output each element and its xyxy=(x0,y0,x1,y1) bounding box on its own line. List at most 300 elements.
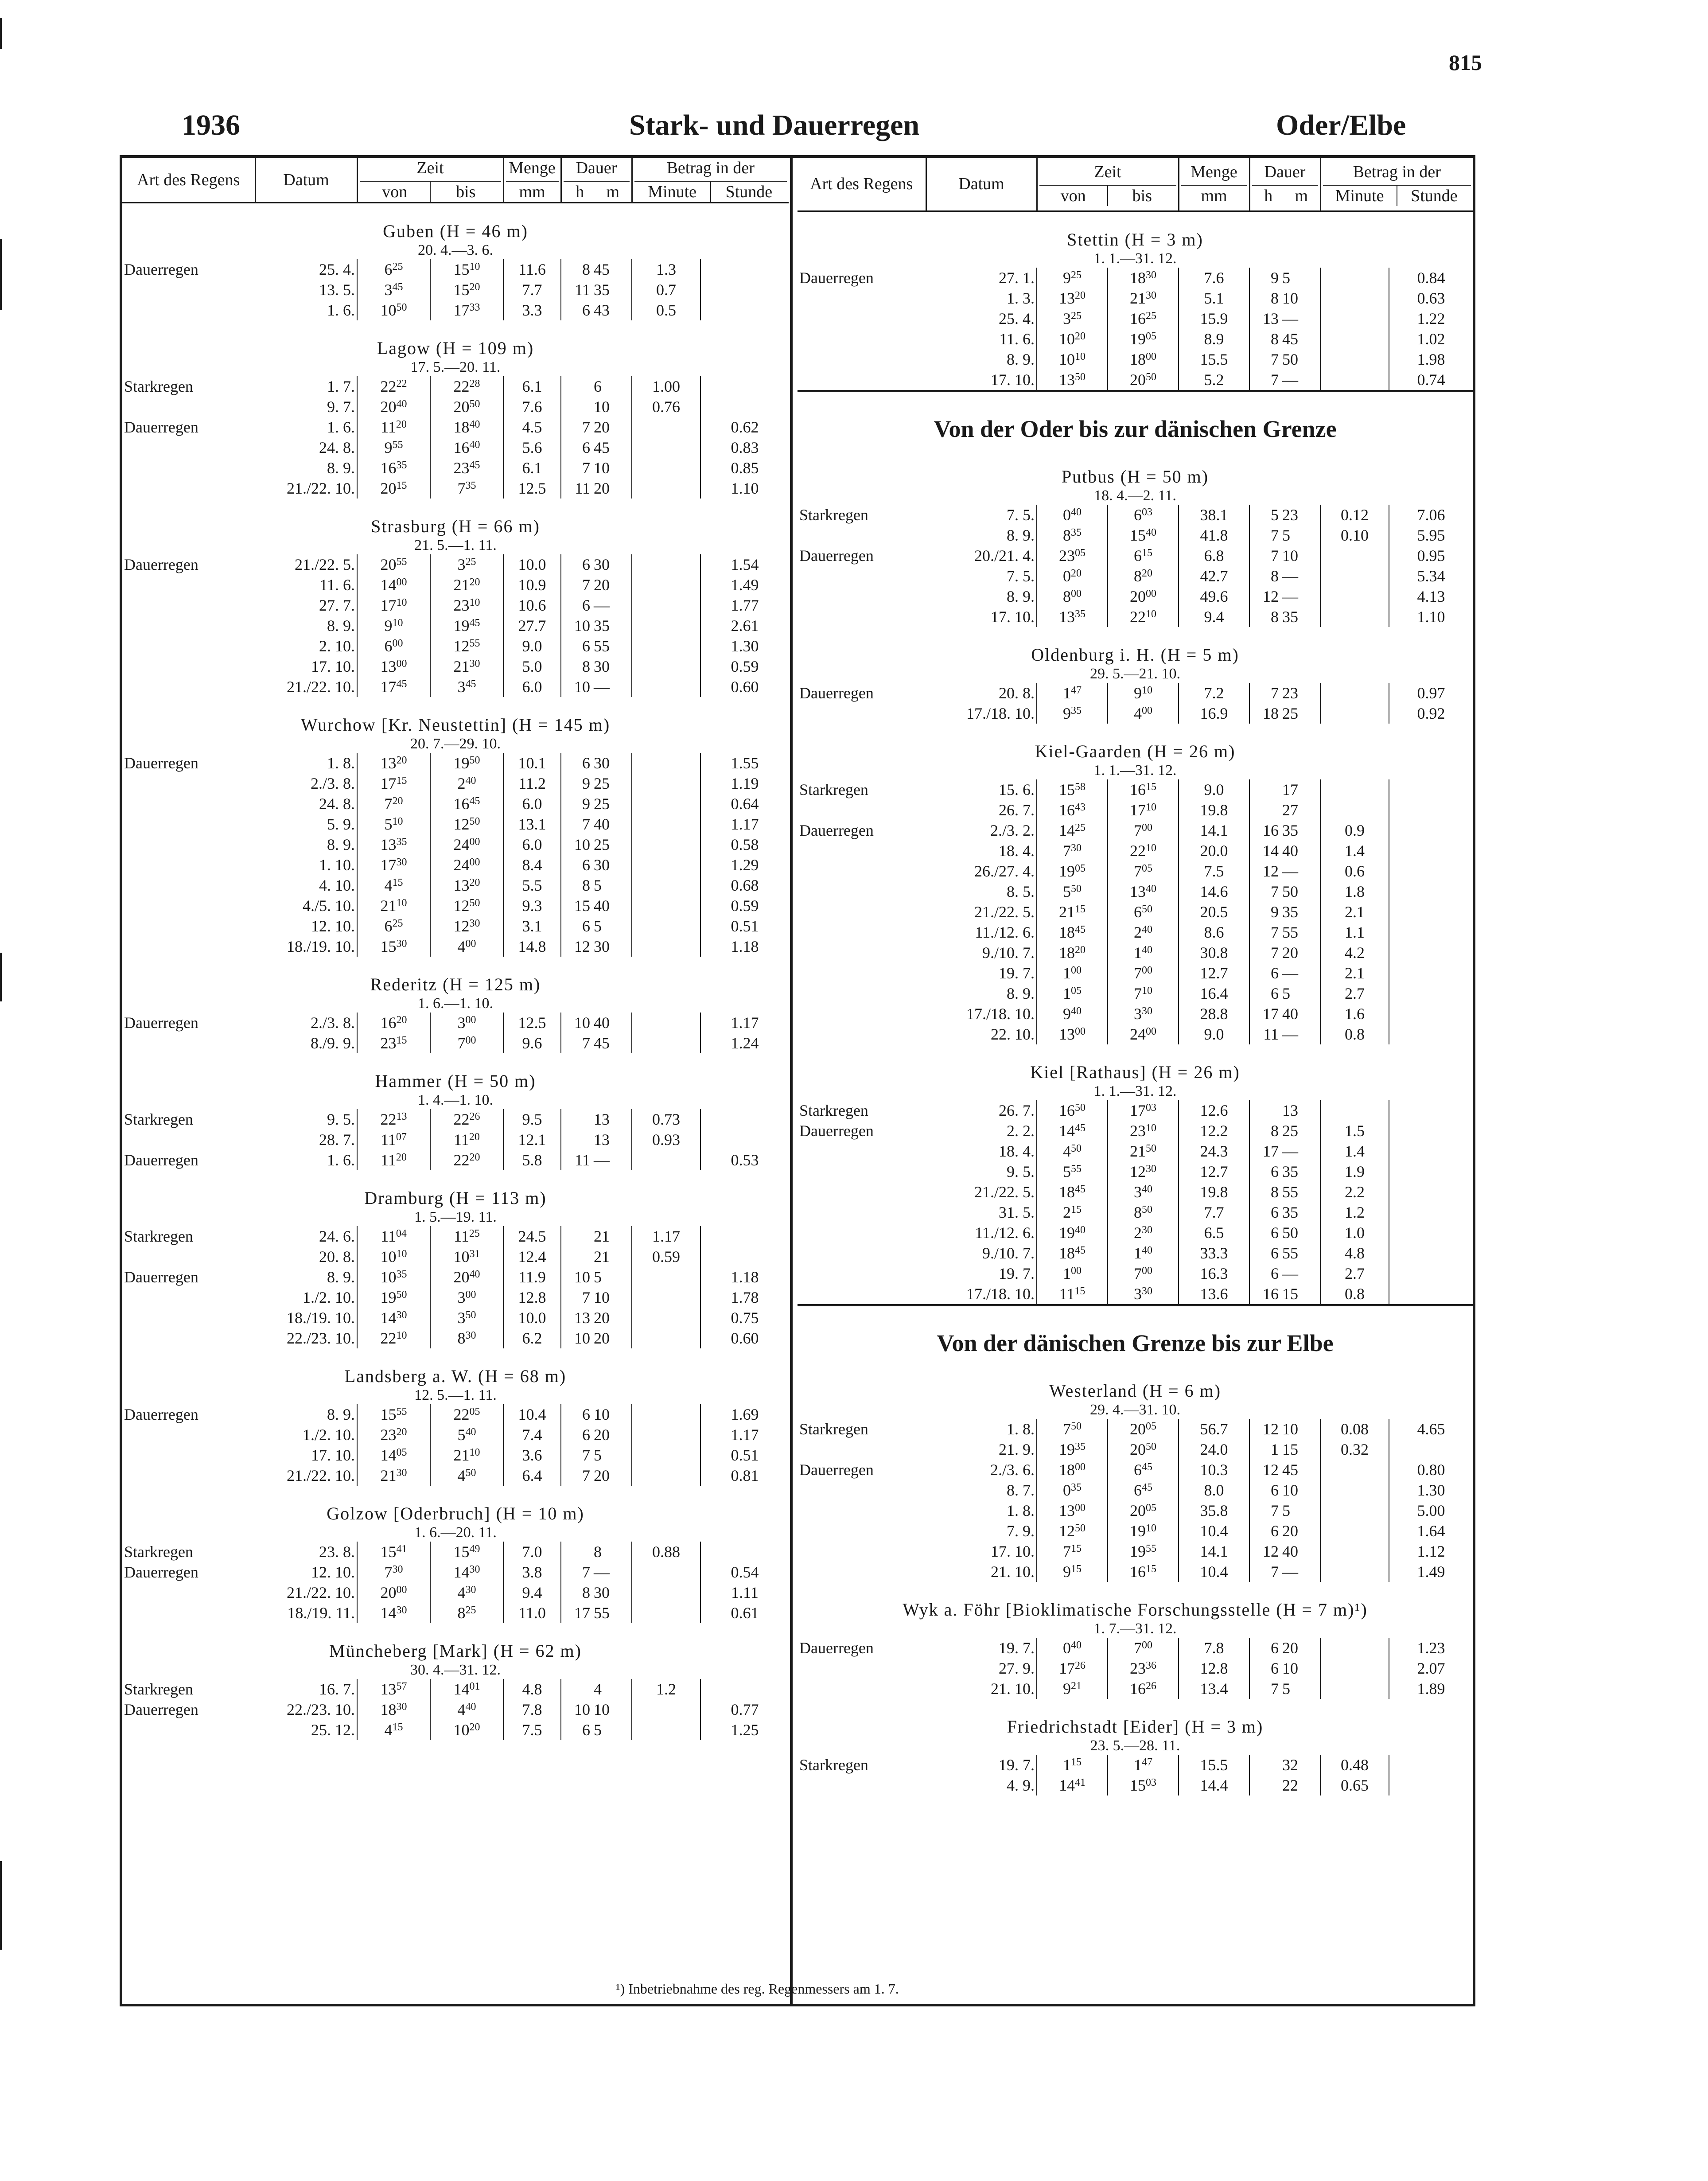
cell-dauer-h: 7 xyxy=(582,1563,591,1581)
cell-betrag-stunde: 0.83 xyxy=(731,439,759,456)
header-datum: Datum xyxy=(926,158,1037,211)
table-row xyxy=(122,1013,789,1033)
cell-betrag-stunde: 0.74 xyxy=(1417,370,1445,389)
cell-von-minute: 00 xyxy=(1075,1502,1085,1514)
cell-art: Starkregen xyxy=(799,780,868,798)
table-row xyxy=(122,417,789,437)
cell-von-hour: 2 xyxy=(1063,1203,1071,1221)
table-row xyxy=(122,936,789,957)
cell-bis-minute: 10 xyxy=(1146,842,1156,854)
cell-bis-minute: 00 xyxy=(469,836,480,848)
cell-art: Dauerregen xyxy=(124,418,198,436)
cell-dauer-h xyxy=(561,1246,592,1267)
cell-menge: 5.2 xyxy=(1179,370,1249,391)
cell-von-hour: 6 xyxy=(384,637,393,655)
cell-bis-hour: 2 xyxy=(1134,923,1142,941)
cell-datum: 28. 7. xyxy=(255,1129,357,1150)
station-name: Guben (H = 46 m) xyxy=(383,221,528,241)
cell-art xyxy=(798,288,926,308)
cell-von-minute: 35 xyxy=(396,460,407,471)
cell-menge: 10.0 xyxy=(503,1308,561,1328)
cell-bis-minute: 00 xyxy=(1142,705,1152,717)
cell-dauer-h: 11 xyxy=(575,1151,591,1169)
cell-bis-hour: 23 xyxy=(453,596,470,614)
cell-von xyxy=(1037,1439,1108,1460)
cell-menge: 3.8 xyxy=(503,1562,561,1582)
cell-datum: 12. 10. xyxy=(255,1562,357,1582)
cell-von-hour: 13 xyxy=(380,1680,397,1698)
cell-bis xyxy=(1108,1775,1179,1795)
table-row xyxy=(798,268,1473,288)
cell-betrag-minute xyxy=(1320,703,1389,724)
cell-art xyxy=(798,586,926,607)
cell-art xyxy=(798,983,926,1004)
cell-bis xyxy=(430,259,503,280)
cell-betrag-stunde: 1.30 xyxy=(731,637,759,655)
cell-von xyxy=(1037,545,1108,566)
cell-von-hour: 21 xyxy=(380,897,397,915)
cell-von-minute: 10 xyxy=(392,617,403,629)
cell-von xyxy=(1037,1658,1108,1679)
cell-art: Dauerregen xyxy=(124,1406,198,1423)
cell-bis xyxy=(430,753,503,773)
cell-von-minute: 00 xyxy=(1071,964,1082,976)
cell-von-minute: 15 xyxy=(1071,1203,1082,1215)
cell-betrag-stunde xyxy=(1389,1439,1473,1460)
cell-dauer-m: 5 xyxy=(1280,525,1320,545)
station-row xyxy=(122,1623,789,1661)
cell-betrag-stunde xyxy=(1389,1243,1473,1263)
cell-bis-minute: 05 xyxy=(1142,862,1152,874)
cell-datum: 7. 5. xyxy=(926,566,1037,586)
cell-betrag-stunde xyxy=(1389,800,1473,820)
cell-datum: 21./22. 10. xyxy=(255,1582,357,1603)
cell-datum: 1. 3. xyxy=(926,288,1037,308)
cell-dauer-h: 1 xyxy=(1271,1440,1279,1458)
cell-dauer-m: 40 xyxy=(592,896,632,916)
header-zeit xyxy=(1037,158,1179,211)
cell-dauer-m: 13 xyxy=(592,1109,632,1129)
cell-von-minute: 15 xyxy=(396,775,407,787)
cell-von-minute: 35 xyxy=(1071,1481,1082,1493)
header-dauer-h: h xyxy=(576,183,584,201)
table-row xyxy=(122,259,789,280)
cell-betrag-stunde: 0.62 xyxy=(731,418,759,436)
cell-dauer-m: 45 xyxy=(592,259,632,280)
cell-betrag-minute: 0.10 xyxy=(1320,525,1389,545)
cell-datum: 17. 10. xyxy=(926,607,1037,627)
cell-bis-minute: 40 xyxy=(465,1701,476,1713)
cell-von-minute: 57 xyxy=(396,1681,407,1692)
table-row xyxy=(798,1460,1473,1480)
cell-art xyxy=(122,300,255,320)
cell-bis-hour: 1 xyxy=(1134,943,1142,962)
cell-betrag-stunde xyxy=(700,1109,789,1129)
cell-von xyxy=(357,656,430,677)
table-row xyxy=(798,1121,1473,1141)
cell-menge: 35.8 xyxy=(1179,1500,1249,1521)
cell-bis xyxy=(430,1328,503,1348)
cell-art xyxy=(122,397,255,417)
cell-bis-minute: 50 xyxy=(469,398,480,410)
cell-datum: 21./22. 5. xyxy=(926,902,1037,922)
cell-menge: 13.1 xyxy=(503,814,561,834)
cell-betrag-stunde: 1.78 xyxy=(731,1289,759,1306)
cell-von-hour: 19 xyxy=(380,1289,397,1306)
station-period-row xyxy=(798,487,1473,505)
cell-menge: 14.1 xyxy=(1179,820,1249,841)
cell-dauer-h: 8 xyxy=(1271,567,1279,585)
table-row xyxy=(798,1202,1473,1223)
cell-dauer-m: — xyxy=(592,595,632,615)
cell-bis-minute: 00 xyxy=(1142,964,1152,976)
cell-bis-minute: 40 xyxy=(465,775,476,787)
header-bis: bis xyxy=(1107,186,1176,206)
cell-dauer-m: 25 xyxy=(592,834,632,855)
cell-bis-minute: 30 xyxy=(465,1330,476,1341)
header-stunde: Stunde xyxy=(1397,186,1471,206)
cell-dauer-h: 12 xyxy=(1263,587,1279,605)
cell-datum: 17./18. 10. xyxy=(926,703,1037,724)
cell-datum: 27. 9. xyxy=(926,1658,1037,1679)
cell-menge: 7.7 xyxy=(503,280,561,300)
cell-dauer-h: 18 xyxy=(1263,704,1279,722)
cell-bis xyxy=(1108,861,1179,881)
cell-art xyxy=(122,1582,255,1603)
cell-art: Dauerregen xyxy=(124,1701,198,1718)
cell-bis xyxy=(430,855,503,875)
cell-bis xyxy=(430,1246,503,1267)
cell-dauer-h: 12 xyxy=(1263,862,1279,880)
cell-dauer-m: 20 xyxy=(1280,1521,1320,1541)
header-art: Art des Regens xyxy=(122,158,255,203)
cell-von xyxy=(357,1699,430,1720)
cell-menge: 12.8 xyxy=(1179,1658,1249,1679)
cell-bis-minute: 10 xyxy=(1146,801,1156,813)
cell-betrag-stunde xyxy=(700,1226,789,1246)
cell-von xyxy=(357,896,430,916)
cell-von xyxy=(1037,329,1108,349)
cell-bis xyxy=(1108,370,1179,391)
cell-menge: 9.4 xyxy=(503,1582,561,1603)
cell-dauer-h: 6 xyxy=(582,856,591,874)
cell-von xyxy=(1037,861,1108,881)
cell-art xyxy=(798,922,926,943)
cell-dauer-m: — xyxy=(1280,1263,1320,1284)
table-row xyxy=(798,349,1473,370)
table-row xyxy=(122,794,789,814)
cell-von-hour: 15 xyxy=(1059,780,1075,798)
cell-betrag-stunde: 0.97 xyxy=(1417,684,1445,702)
cell-bis xyxy=(1108,800,1179,820)
cell-bis xyxy=(1108,1755,1179,1775)
cell-betrag-stunde xyxy=(1389,1202,1473,1223)
cell-betrag-minute: 0.08 xyxy=(1320,1419,1389,1439)
cell-von-minute: 20 xyxy=(396,1152,407,1163)
cell-bis xyxy=(430,773,503,794)
cell-bis-hour: 8 xyxy=(1134,1203,1142,1221)
cell-art xyxy=(798,525,926,545)
cell-bis-minute: 25 xyxy=(465,1605,476,1616)
cell-bis-hour: 7 xyxy=(1134,1264,1142,1282)
cell-bis-hour: 22 xyxy=(1130,608,1146,626)
cell-von-minute: 55 xyxy=(392,439,403,451)
cell-von-hour: 0 xyxy=(1063,506,1071,524)
cell-menge: 6.0 xyxy=(503,677,561,697)
cell-betrag-stunde: 1.10 xyxy=(731,479,759,497)
cell-art xyxy=(122,575,255,595)
table-row xyxy=(798,1263,1473,1284)
cell-von xyxy=(357,595,430,615)
cell-menge: 6.4 xyxy=(503,1465,561,1486)
cell-menge: 9.5 xyxy=(503,1109,561,1129)
cell-betrag-stunde: 1.23 xyxy=(1417,1639,1445,1657)
station-period-row xyxy=(798,1620,1473,1638)
cell-von-hour: 18 xyxy=(1059,923,1075,941)
cell-bis-minute: 50 xyxy=(465,1467,476,1479)
station-row xyxy=(798,211,1473,250)
cell-art: Starkregen xyxy=(124,378,193,395)
cell-betrag-minute xyxy=(1320,1521,1389,1541)
cell-dauer-h: 6 xyxy=(582,301,591,319)
cell-betrag-minute xyxy=(632,1562,700,1582)
cell-bis xyxy=(1108,525,1179,545)
cell-dauer-h: 12 xyxy=(574,938,591,955)
cell-von xyxy=(357,1287,430,1308)
cell-datum: 2./3. 6. xyxy=(926,1460,1037,1480)
cell-von-hour: 13 xyxy=(1059,370,1075,389)
cell-bis-minute: 20 xyxy=(469,877,480,888)
cell-bis-minute: 33 xyxy=(469,302,480,313)
cell-menge: 9.3 xyxy=(503,896,561,916)
cell-von-minute: 15 xyxy=(1071,1563,1082,1575)
cell-bis-hour: 24 xyxy=(1130,1025,1146,1043)
cell-von-minute: 10 xyxy=(1075,351,1085,362)
cell-bis-minute: 20 xyxy=(469,1152,480,1163)
cell-betrag-minute: 0.93 xyxy=(632,1129,700,1150)
cell-von-minute: 30 xyxy=(396,1701,407,1713)
cell-bis xyxy=(1108,779,1179,800)
cell-betrag-stunde xyxy=(1389,963,1473,983)
cell-von-hour: 16 xyxy=(1059,1101,1075,1119)
cell-bis-hour: 7 xyxy=(1134,964,1142,982)
cell-von-hour: 9 xyxy=(384,617,393,635)
station-row xyxy=(798,724,1473,762)
cell-bis-minute: 05 xyxy=(1146,1420,1156,1432)
cell-von-hour: 9 xyxy=(1063,269,1071,287)
cell-von xyxy=(1037,881,1108,902)
cell-betrag-minute: 0.9 xyxy=(1320,820,1389,841)
station-name: Friedrichstadt [Eider] (H = 3 m) xyxy=(1007,1716,1264,1737)
cell-von-minute: 10 xyxy=(396,597,407,608)
cell-von-hour: 6 xyxy=(384,917,393,935)
cell-von xyxy=(1037,525,1108,545)
cell-von-hour: 11 xyxy=(381,1151,396,1169)
cell-betrag-stunde xyxy=(700,1542,789,1562)
cell-von xyxy=(357,1308,430,1328)
cell-betrag-minute xyxy=(632,896,700,916)
cell-datum: 9./10. 7. xyxy=(926,943,1037,963)
cell-bis-hour: 4 xyxy=(1134,704,1142,722)
table-row xyxy=(122,397,789,417)
cell-bis xyxy=(430,875,503,896)
cell-dauer-h: 8 xyxy=(582,658,591,675)
cell-betrag-minute: 2.2 xyxy=(1320,1182,1389,1202)
cell-bis xyxy=(1108,268,1179,288)
cell-datum: 21. 9. xyxy=(926,1439,1037,1460)
cell-bis xyxy=(430,794,503,814)
cell-bis-minute: 30 xyxy=(465,1584,476,1596)
cell-bis-minute: 40 xyxy=(469,419,480,430)
table-row xyxy=(798,800,1473,820)
cell-art: Dauerregen xyxy=(124,1014,198,1032)
cell-dauer-h: 10 xyxy=(574,1701,591,1718)
cell-datum: 11./12. 6. xyxy=(926,922,1037,943)
cell-betrag-minute: 0.88 xyxy=(632,1542,700,1562)
station-name: Kiel-Gaarden (H = 26 m) xyxy=(1035,741,1236,761)
cell-dauer-m: 20 xyxy=(1280,1638,1320,1658)
cell-dauer-h: 13 xyxy=(574,1309,591,1327)
cell-art xyxy=(798,566,926,586)
cell-bis-hour: 20 xyxy=(1130,1440,1146,1458)
cell-von-minute: 35 xyxy=(1075,1441,1085,1453)
station-period-row xyxy=(122,735,789,753)
cell-betrag-minute xyxy=(1320,683,1389,703)
cell-von-hour: 13 xyxy=(1059,1501,1075,1519)
cell-art xyxy=(122,794,255,814)
cell-bis xyxy=(1108,963,1179,983)
cell-datum: 1. 7. xyxy=(255,376,357,397)
cell-menge: 8.4 xyxy=(503,855,561,875)
cell-bis-minute: 30 xyxy=(1146,289,1156,301)
cell-dauer-h: 7 xyxy=(1271,526,1279,544)
cell-dauer-h: 7 xyxy=(1271,350,1279,368)
cell-betrag-stunde: 1.10 xyxy=(1417,608,1445,626)
cell-von xyxy=(1037,1419,1108,1439)
cell-von-hour: 19 xyxy=(1059,1440,1075,1458)
header-bis: bis xyxy=(430,182,501,202)
cell-datum: 4. 10. xyxy=(255,875,357,896)
cell-betrag-minute: 1.1 xyxy=(1320,922,1389,943)
cell-menge: 7.8 xyxy=(503,1699,561,1720)
cell-art xyxy=(798,1679,926,1699)
header-minute: Minute xyxy=(648,183,697,201)
cell-betrag-minute: 1.4 xyxy=(1320,1141,1389,1161)
cell-betrag-stunde: 1.54 xyxy=(731,556,759,573)
cell-datum: 19. 7. xyxy=(926,1263,1037,1284)
cell-menge: 12.8 xyxy=(503,1287,561,1308)
cell-dauer-h: 9 xyxy=(582,775,591,792)
cell-betrag-stunde: 2.61 xyxy=(731,617,759,635)
cell-von-minute: 05 xyxy=(1075,862,1085,874)
table-row xyxy=(122,437,789,458)
cell-dauer-m: 40 xyxy=(1280,1541,1320,1562)
station-name: Dramburg (H = 113 m) xyxy=(364,1188,547,1208)
cell-von-hour: 7 xyxy=(384,1563,393,1581)
cell-von xyxy=(1037,1521,1108,1541)
table-row xyxy=(122,916,789,936)
cell-von xyxy=(357,1465,430,1486)
cell-menge: 11.9 xyxy=(503,1267,561,1287)
cell-von-hour: 9 xyxy=(1063,704,1071,722)
cell-von xyxy=(357,1129,430,1150)
cell-art xyxy=(798,1024,926,1044)
cell-betrag-stunde xyxy=(1389,1100,1473,1121)
cell-dauer-h: 11 xyxy=(575,479,591,497)
cell-menge: 42.7 xyxy=(1179,566,1249,586)
station-row xyxy=(798,627,1473,665)
cell-von-minute: 35 xyxy=(396,836,407,848)
cell-von-hour: 10 xyxy=(1059,330,1075,348)
cell-bis-minute: 10 xyxy=(1146,1522,1156,1534)
header-zeit xyxy=(357,158,503,203)
cell-menge: 7.5 xyxy=(503,1720,561,1740)
cell-datum: 17. 10. xyxy=(255,656,357,677)
cell-dauer-h: 10 xyxy=(574,836,591,853)
cell-bis-minute: 40 xyxy=(465,1426,476,1438)
cell-art xyxy=(122,280,255,300)
header-dauer-label: Dauer xyxy=(576,159,617,177)
cell-betrag-minute xyxy=(1320,566,1389,586)
cell-von xyxy=(1037,1480,1108,1500)
cell-datum: 11. 6. xyxy=(255,575,357,595)
cell-von xyxy=(1037,1460,1108,1480)
cell-datum: 21./22. 10. xyxy=(255,478,357,499)
cell-betrag-minute xyxy=(1320,545,1389,566)
cell-von-hour: 0 xyxy=(1063,567,1071,585)
cell-von-minute: 10 xyxy=(396,897,407,909)
cell-art xyxy=(122,1425,255,1445)
station-period-row xyxy=(798,1401,1473,1419)
cell-art xyxy=(798,1775,926,1795)
cell-datum: 19. 7. xyxy=(926,963,1037,983)
cell-bis-minute: 00 xyxy=(465,1289,476,1301)
header-zeit-label: Zeit xyxy=(1094,163,1121,182)
cell-art: Starkregen xyxy=(799,1756,868,1774)
cell-bis-hour: 20 xyxy=(1130,587,1146,605)
cell-datum: 18. 4. xyxy=(926,841,1037,861)
cell-von xyxy=(357,936,430,957)
cell-art xyxy=(798,1500,926,1521)
cell-betrag-stunde: 0.51 xyxy=(731,917,759,935)
cell-datum: 17./18. 10. xyxy=(926,1284,1037,1305)
station-period: 17. 5.—20. 11. xyxy=(410,359,501,375)
cell-bis xyxy=(1108,607,1179,627)
cell-bis-minute: 15 xyxy=(1146,1563,1156,1575)
cell-dauer-h: 6 xyxy=(582,439,591,456)
cell-von-minute: 45 xyxy=(392,281,403,293)
cell-betrag-minute xyxy=(632,677,700,697)
cell-datum: 16. 7. xyxy=(255,1679,357,1699)
cell-bis xyxy=(1108,1439,1179,1460)
cell-bis xyxy=(1108,902,1179,922)
cell-von xyxy=(1037,902,1108,922)
cell-dauer-h: 6 xyxy=(582,1721,591,1739)
cell-betrag-stunde xyxy=(1389,1141,1473,1161)
cell-betrag-stunde: 0.59 xyxy=(731,658,759,675)
cell-datum: 8. 7. xyxy=(926,1480,1037,1500)
cell-betrag-stunde xyxy=(1389,1004,1473,1024)
cell-menge: 7.6 xyxy=(1179,268,1249,288)
cell-menge: 56.7 xyxy=(1179,1419,1249,1439)
cell-von xyxy=(357,1425,430,1445)
cell-bis xyxy=(1108,1419,1179,1439)
cell-von xyxy=(357,300,430,320)
header-menge xyxy=(503,158,561,203)
cell-betrag-minute xyxy=(632,636,700,656)
cell-dauer-m: 35 xyxy=(1280,1202,1320,1223)
table-row xyxy=(798,1638,1473,1658)
